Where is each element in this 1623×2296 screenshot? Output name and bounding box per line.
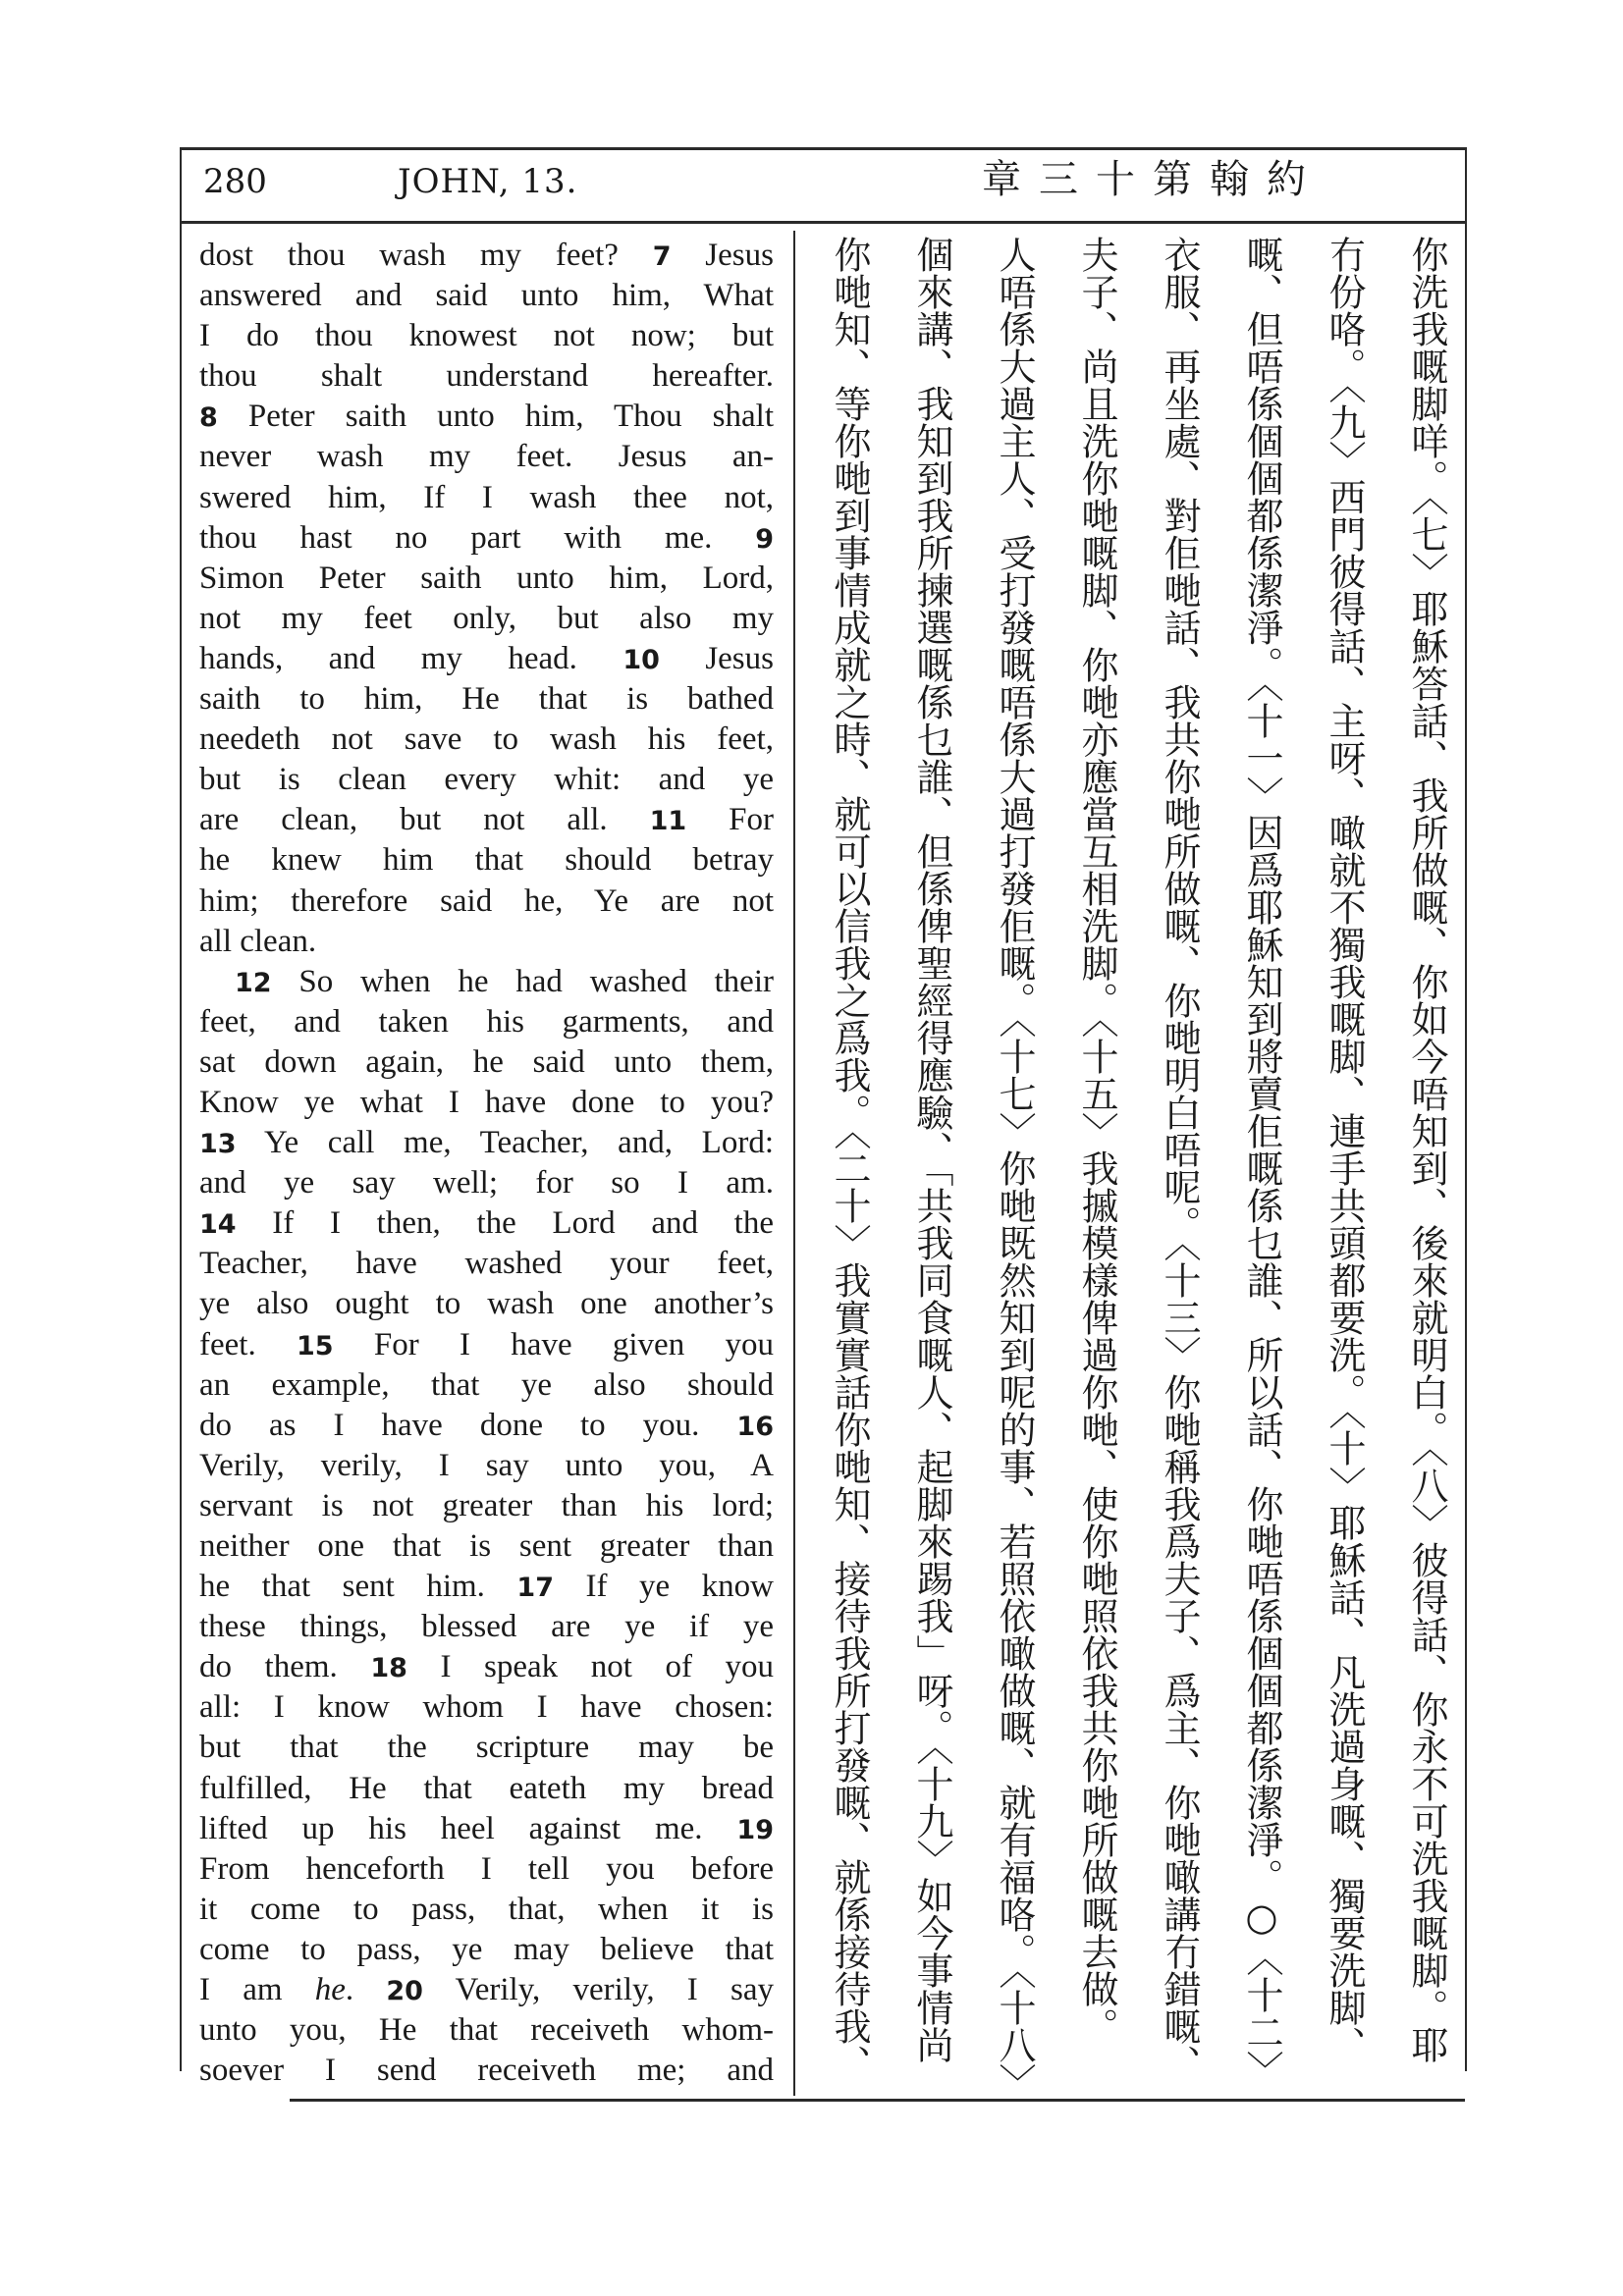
english-text: Peter saith unto him, Thou shalt (217, 399, 774, 435)
verse-number: 9 (755, 523, 774, 555)
verse-number: 10 (622, 644, 660, 675)
english-text: never wash my feet. Jesus an- (199, 439, 774, 475)
english-text: fulfilled, He that eateth my bread (199, 1770, 774, 1806)
english-text: are clean, but not all. (199, 802, 650, 838)
english-text: all: I know whom I have chosen: (199, 1689, 774, 1726)
running-title: JOHN, 13. (398, 162, 578, 201)
english-line (199, 1042, 774, 1083)
english-text: thou shalt understand hereafter. (199, 358, 774, 395)
english-text: unto you, He that receiveth whom- (199, 2012, 774, 2049)
english-line (199, 559, 774, 599)
english-text: hands, and my head. (199, 640, 623, 676)
page-number: 280 (203, 162, 267, 201)
verse-number: 7 (652, 241, 672, 272)
chinese-column-3: 嘅、但唔係個個都係潔淨。〈十一〉因爲耶穌知到將賣佢嘅係乜誰、所以話、你哋唔係個個都係潔淨。○〈十二〉 (1240, 236, 1283, 2088)
english-line (199, 437, 774, 477)
english-text: these things, blessed are ye if ye (199, 1609, 774, 1645)
english-text: thou hast no part with me. (199, 519, 756, 556)
english-line (199, 2051, 774, 2091)
english-text: For I have given you (333, 1326, 774, 1362)
english-line (199, 1930, 774, 1970)
english-text: feet. (199, 1326, 297, 1362)
english-text: dost thou wash my feet? (199, 238, 653, 273)
english-text: it come to pass, that, when it is (199, 1891, 774, 1927)
english-line (199, 1849, 774, 1890)
verse-number: 11 (649, 806, 687, 837)
verse-number: 15 (297, 1330, 334, 1362)
english-text: but that the scripture may be (199, 1730, 774, 1766)
english-text: So when he had washed their (271, 963, 774, 999)
english-line (199, 1002, 774, 1042)
verse-number: 19 (736, 1814, 774, 1845)
english-text: saith to him, He that is bathed (199, 681, 774, 718)
english-text: swered him, If I wash thee not, (199, 479, 774, 515)
chinese-column-5: 夫子、尚且洗你哋嘅脚、你哋亦應當互相洗脚。〈十五〉我摵模樣俾過你哋、使你哋照依我共你哋所做嘅去做。 (1075, 236, 1118, 2045)
english-text: he that sent him. (199, 1569, 517, 1605)
chinese-column-6: 人唔係大過主人、受打發嘅唔係大過打發佢嘅。〈十七〉你哋既然知到呢的事、若照依噉做嘅、就有福咯。〈十八〉 (993, 236, 1036, 2082)
english-text: all clean. (199, 923, 317, 959)
english-text: Jesus (659, 640, 774, 676)
english-text: he knew him that should betray (199, 842, 774, 879)
english-line (199, 1567, 774, 1607)
english-line (199, 518, 774, 559)
bottom-rule (290, 2099, 1465, 2102)
english-text: an example, that ye also should (199, 1366, 774, 1403)
verse-number: 16 (736, 1411, 774, 1442)
english-line (199, 1123, 774, 1163)
english-text: Teacher, have washed your feet, (199, 1246, 774, 1282)
italic-text: he (314, 1972, 346, 2008)
chinese-column-7: 個來講、我知到我所揀選嘅係乜誰、但係俾聖經得應驗、「共我同食嘅人、起脚來踢我」呀。〈十九〉如今事情尚 (910, 236, 953, 2063)
english-line (199, 2010, 774, 2051)
english-line (199, 236, 774, 276)
column-divider (793, 231, 795, 2096)
english-text-column (199, 236, 774, 2091)
verse-number: 8 (199, 402, 218, 434)
english-text: From henceforth I tell you before (199, 1850, 774, 1887)
english-text: Simon Peter saith unto him, Lord, (199, 560, 774, 596)
chinese-column-4: 衣服、再坐處、對佢哋話、我共你哋所做嘅、你哋明白唔呢。〈十三〉你哋稱我爲夫子、爲主、你哋噉講冇錯嘅、 (1158, 236, 1201, 2082)
english-text: soever I send receiveth me; and (199, 2053, 774, 2089)
english-text: If I then, the Lord and the (236, 1205, 774, 1242)
english-text: but is clean every whit: and ye (199, 762, 774, 798)
english-line (199, 679, 774, 720)
verse-number: 13 (199, 1129, 237, 1160)
english-line (199, 1244, 774, 1284)
english-line (199, 356, 774, 397)
english-text: Know ye what I have done to you? (199, 1084, 774, 1120)
english-text: Ye call me, Teacher, and, Lord: (236, 1125, 774, 1161)
english-line (199, 962, 774, 1002)
english-text: needeth not save to wash his feet, (199, 721, 774, 758)
english-line (199, 276, 774, 316)
english-line (199, 316, 774, 356)
english-text: For (686, 802, 774, 838)
english-text: and ye say well; for so I am. (199, 1165, 774, 1201)
english-line (199, 1163, 774, 1203)
english-line (199, 1526, 774, 1567)
english-line (199, 1365, 774, 1406)
english-text: Jesus (671, 238, 774, 273)
english-line (199, 1687, 774, 1728)
english-line (199, 1406, 774, 1446)
verse-number: 12 (235, 967, 272, 998)
english-line (199, 1083, 774, 1123)
english-line (199, 1769, 774, 1809)
english-line (199, 397, 774, 437)
chinese-column-8: 你哋知、等你哋到事情成就之時、就可以信我之爲我。〈二十〉我實實話你哋知、接待我所打發嘅、就係接待我、 (828, 236, 871, 2082)
english-text: do as I have done to you. (199, 1407, 737, 1443)
english-text: If ye know (554, 1569, 774, 1605)
english-line (199, 1970, 774, 2010)
verse-number: 20 (386, 1976, 423, 2007)
english-line (199, 639, 774, 679)
english-text: sat down again, he said unto them, (199, 1043, 774, 1080)
english-line (199, 1607, 774, 1647)
english-text: neither one that is sent greater than (199, 1528, 774, 1564)
english-line (199, 1446, 774, 1486)
header-bottom-rule (180, 221, 1466, 224)
top-rule (180, 147, 1466, 150)
english-text: not my feet only, but also my (199, 600, 774, 636)
english-text: answered and said unto him, What (199, 278, 774, 314)
english-text: . (345, 1972, 387, 2008)
right-border (1465, 147, 1467, 2071)
english-line (199, 1284, 774, 1324)
english-text: lifted up his heel against me. (199, 1810, 737, 1846)
english-text: I do thou knowest not now; but (199, 318, 774, 354)
english-line (199, 1890, 774, 1930)
chinese-column-2: 冇份咯。〈九〉西門彼得話、主呀、噉就不獨我嘅脚、連手共頭都要洗。〈十〉耶穌話、凡洗過身嘅、獨要洗脚、 (1323, 236, 1366, 2063)
english-line (199, 922, 774, 962)
verse-number: 18 (370, 1653, 407, 1684)
english-line (199, 1486, 774, 1526)
chinese-column-1: 你洗我嘅脚咩。〈七〉耶穌答話、我所做嘅、你如今唔知到、後來就明白。〈八〉彼得話、你永不可洗我嘅脚。耶 (1405, 236, 1448, 2063)
english-line (199, 1647, 774, 1687)
english-line (199, 881, 774, 922)
english-text: do them. (199, 1649, 371, 1685)
english-line (199, 840, 774, 881)
english-text: Verily, verily, I say (422, 1972, 774, 2008)
chinese-running-title: 約翰第十三章 (982, 157, 1324, 202)
chinese-text-area (800, 236, 1463, 2091)
english-line (199, 478, 774, 518)
english-line (199, 800, 774, 840)
verse-number: 14 (199, 1209, 237, 1241)
english-line (199, 1728, 774, 1768)
english-line (199, 720, 774, 760)
english-text: ye also ought to wash one another’s (199, 1286, 774, 1322)
english-line (199, 599, 774, 639)
english-text: him; therefore said he, Ye are not (199, 882, 774, 919)
english-line (199, 760, 774, 800)
english-text: servant is not greater than his lord; (199, 1487, 774, 1523)
english-text: I speak not of you (406, 1649, 774, 1685)
english-line (199, 1203, 774, 1244)
english-line (199, 1809, 774, 1849)
english-text: come to pass, ye may believe that (199, 1931, 774, 1967)
english-text: feet, and taken his garments, and (199, 1003, 774, 1040)
verse-number: 17 (516, 1573, 554, 1604)
english-text: Verily, verily, I say unto you, A (199, 1447, 774, 1483)
english-line (199, 1325, 774, 1365)
english-text: I am (199, 1972, 315, 2008)
left-border (180, 147, 182, 2071)
